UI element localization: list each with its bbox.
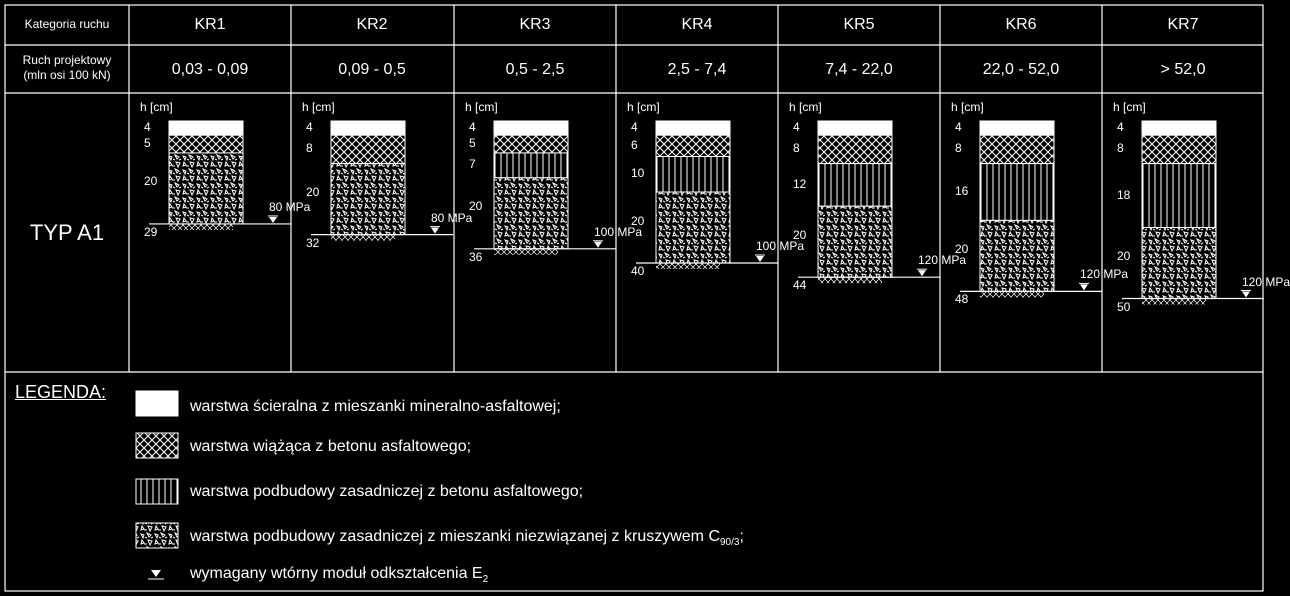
h-unit-label: h [cm] <box>140 100 173 114</box>
category-kr6: KR6 <box>1005 16 1037 33</box>
layer-binder <box>331 135 405 163</box>
legend-item-aggregate-sub: 90/3 <box>720 537 740 549</box>
legend-item-modulus-sub: 2 <box>482 574 489 586</box>
layer-thickness: 20 <box>631 213 645 228</box>
modulus-label: 120 MPa <box>1242 274 1290 289</box>
legend-swatch-aggregate <box>136 523 178 548</box>
modulus-marker <box>1080 284 1088 290</box>
total-thickness: 50 <box>1117 299 1131 314</box>
total-thickness: 40 <box>631 264 645 278</box>
modulus-label: 80 MPa <box>431 210 473 225</box>
legend-modulus-marker <box>151 570 161 577</box>
layer-aggregate <box>656 192 730 263</box>
legend-swatch-wearing <box>136 391 178 416</box>
layer-thickness: 20 <box>469 199 483 214</box>
total-thickness: 44 <box>793 278 807 293</box>
legend-item-base: warstwa podbudowy zasadniczej z betonu asfaltowego; <box>190 483 584 500</box>
layer-thickness: 12 <box>793 176 807 191</box>
total-thickness: 29 <box>144 224 158 239</box>
h-unit-label: h [cm] <box>302 100 335 114</box>
legend-item-wearing: warstwa ścieralna z mieszanki mineralno-asfaltowej; <box>190 398 561 415</box>
layer-binder <box>169 135 243 153</box>
legend-item-aggregate <box>190 528 744 548</box>
modulus-marker <box>431 228 439 234</box>
layer-thickness: 5 <box>144 136 151 151</box>
layer-aggregate <box>1142 228 1216 299</box>
traffic-kr2: 0,09 - 0,5 <box>338 61 406 78</box>
total-thickness: 36 <box>469 249 483 264</box>
modulus-marker <box>594 242 602 248</box>
h-unit-label: h [cm] <box>951 100 984 114</box>
layer-thickness: 20 <box>955 241 969 256</box>
layer-thickness: 4 <box>1117 120 1124 135</box>
layer-thickness: 20 <box>144 174 158 189</box>
subgrade-hatch <box>494 249 558 255</box>
layer-wearing <box>980 121 1054 135</box>
layer-aggregate <box>169 153 243 224</box>
traffic-kr6: 22,0 - 52,0 <box>982 61 1060 78</box>
layer-wearing <box>818 121 892 135</box>
layer-wearing <box>494 121 568 135</box>
category-kr7: KR7 <box>1167 16 1199 33</box>
modulus-label: 80 MPa <box>269 199 311 214</box>
subgrade-hatch <box>331 235 395 241</box>
layer-thickness: 4 <box>469 120 476 135</box>
modulus-marker <box>269 217 277 223</box>
layer-base <box>818 164 892 207</box>
modulus-label: 100 MPa <box>594 224 643 239</box>
layer-thickness: 4 <box>144 120 151 135</box>
layer-wearing <box>169 121 243 135</box>
layer-binder <box>1142 135 1216 163</box>
layer-thickness: 4 <box>955 120 962 135</box>
layer-wearing <box>656 121 730 135</box>
layer-binder <box>494 135 568 153</box>
traffic-label-line2: (mln osi 100 kN) <box>23 68 111 82</box>
legend-swatch-binder <box>136 433 178 458</box>
layer-wearing <box>331 121 405 135</box>
legend-swatch-base <box>136 479 178 504</box>
layer-base <box>980 164 1054 221</box>
category-kr4: KR4 <box>681 16 713 33</box>
traffic-kr3: 0,5 - 2,5 <box>505 61 565 78</box>
traffic-kr7: > 52,0 <box>1160 61 1206 78</box>
modulus-label: 120 MPa <box>1080 267 1129 282</box>
layer-aggregate <box>331 164 405 235</box>
traffic-label-line1: Ruch projektowy <box>22 53 112 67</box>
layer-thickness: 6 <box>631 137 638 152</box>
layer-thickness: 8 <box>306 141 313 156</box>
category-label: Kategoria ruchu <box>24 17 110 31</box>
layer-thickness: 8 <box>1117 141 1124 156</box>
layer-thickness: 7 <box>469 157 476 172</box>
h-unit-label: h [cm] <box>1113 100 1146 114</box>
layer-thickness: 8 <box>955 141 962 156</box>
layer-wearing <box>1142 121 1216 135</box>
layer-thickness: 4 <box>631 120 638 135</box>
legend-item-aggregate-tail: ; <box>739 528 744 545</box>
layer-thickness: 18 <box>1117 187 1131 202</box>
modulus-label: 120 MPa <box>918 253 967 268</box>
layer-binder <box>656 135 730 156</box>
subgrade-hatch <box>980 291 1044 297</box>
traffic-kr1: 0,03 - 0,09 <box>171 61 249 78</box>
traffic-kr4: 2,5 - 7,4 <box>667 61 727 78</box>
layer-thickness: 20 <box>793 227 807 242</box>
layer-thickness: 16 <box>955 184 969 198</box>
layer-thickness: 4 <box>306 120 313 135</box>
layer-base <box>494 153 568 178</box>
modulus-marker <box>918 270 926 276</box>
modulus-label: 100 MPa <box>756 239 805 253</box>
category-kr2: KR2 <box>356 16 388 33</box>
layer-aggregate <box>818 206 892 277</box>
subgrade-hatch <box>656 263 720 269</box>
modulus-marker <box>1242 292 1250 298</box>
layer-thickness: 8 <box>793 141 800 156</box>
layer-binder <box>818 135 892 163</box>
layer-binder <box>980 135 1054 163</box>
legend-item-binder: warstwa wiążąca z betonu asfaltowego; <box>190 438 472 455</box>
layer-thickness: 20 <box>1117 249 1131 263</box>
legend-title: LEGENDA: <box>15 382 107 402</box>
layer-thickness: 5 <box>469 136 476 151</box>
layer-aggregate <box>980 220 1054 291</box>
layer-thickness: 10 <box>631 166 645 181</box>
layer-base <box>1142 164 1216 228</box>
modulus-marker <box>756 256 764 262</box>
legend-item-aggregate-text: warstwa podbudowy zasadniczej z mieszanki niezwiązanej z kruszywem C <box>190 528 720 545</box>
traffic-kr5: 7,4 - 22,0 <box>825 61 893 78</box>
h-unit-label: h [cm] <box>465 100 498 114</box>
total-thickness: 48 <box>955 292 969 307</box>
layer-thickness: 4 <box>793 120 800 135</box>
row-label-typ-a1: TYP A1 <box>29 220 105 245</box>
subgrade-hatch <box>1142 299 1206 305</box>
h-unit-label: h [cm] <box>627 100 660 114</box>
layer-thickness: 20 <box>306 185 320 200</box>
layer-aggregate <box>494 178 568 249</box>
category-kr3: KR3 <box>519 16 551 33</box>
h-unit-label: h [cm] <box>789 100 822 114</box>
legend-item-modulus-text: wymagany wtórny moduł odkształcenia E <box>190 565 483 582</box>
category-kr5: KR5 <box>843 16 875 33</box>
subgrade-hatch <box>169 224 233 230</box>
category-kr1: KR1 <box>194 16 226 33</box>
legend-item-modulus <box>190 565 488 585</box>
subgrade-hatch <box>818 277 882 283</box>
layer-base <box>656 157 730 193</box>
total-thickness: 32 <box>306 235 320 250</box>
